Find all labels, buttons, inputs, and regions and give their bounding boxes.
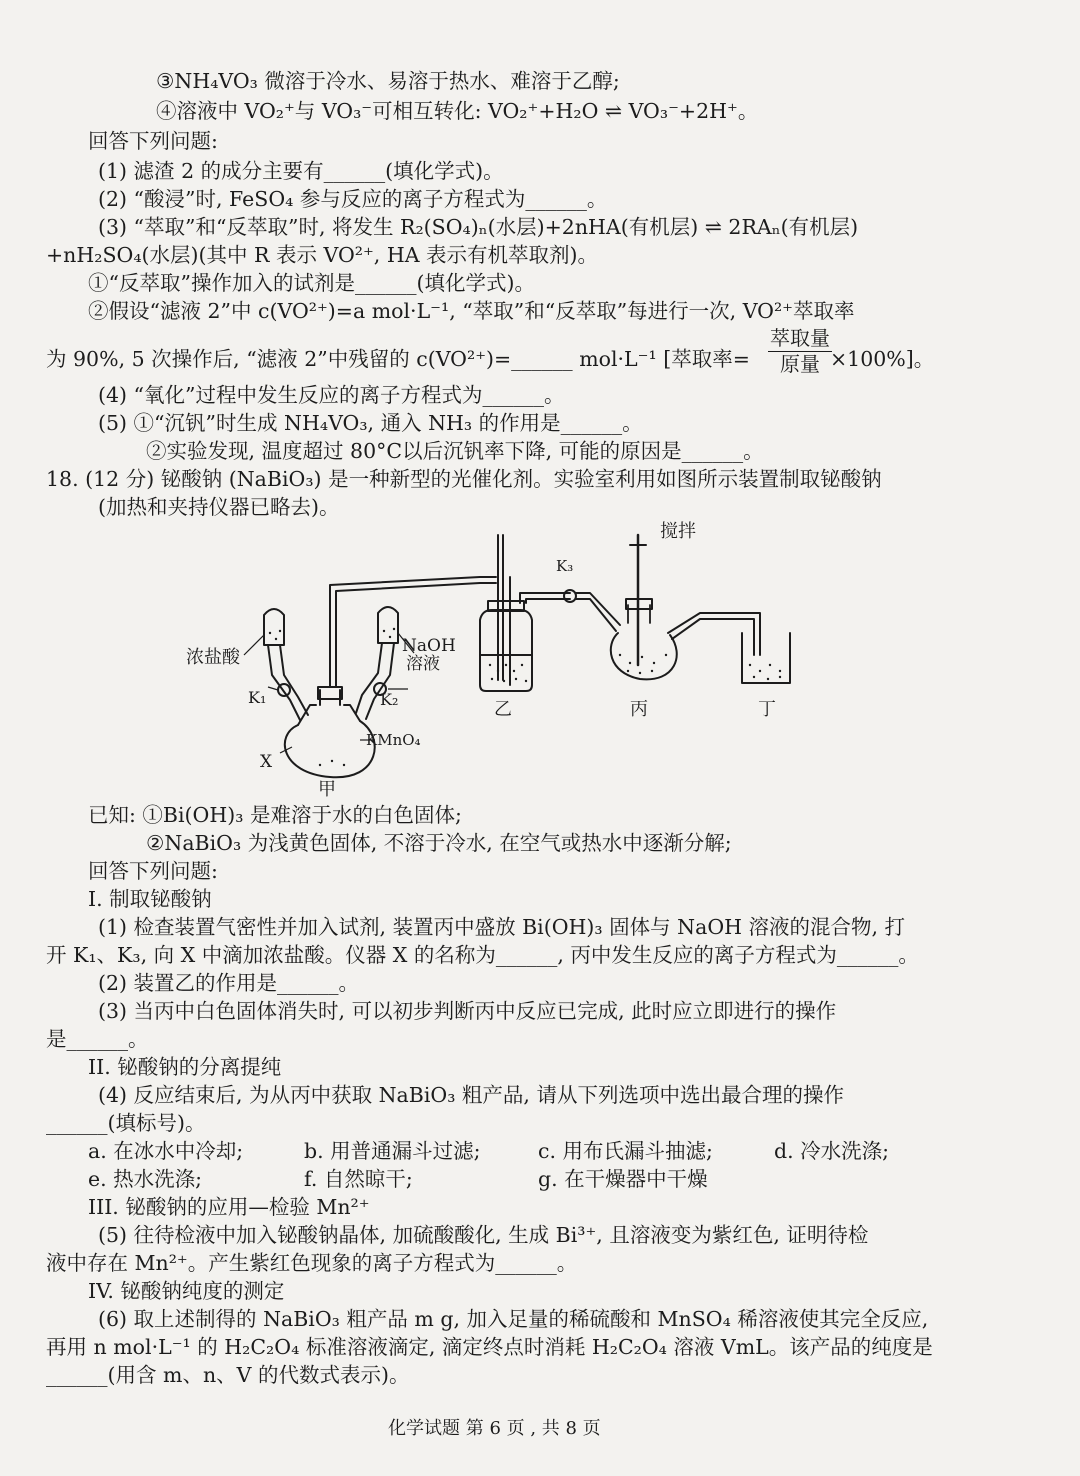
option-b: b. 用普通漏斗过滤;: [304, 1139, 481, 1163]
option-g: g. 在干燥器中干燥: [538, 1167, 708, 1191]
q18-4-cont: ______(填标号)。: [46, 1111, 206, 1135]
q17-4: (4) “氧化”过程中发生反应的离子方程式为______。: [98, 383, 565, 407]
option-c: c. 用布氏漏斗抽滤;: [538, 1139, 713, 1163]
q17-3-2-tail: ×100%]。: [830, 347, 935, 371]
q18-5: (5) 往待检液中加入铋酸钠晶体, 加硫酸酸化, 生成 Bi³⁺, 且溶液变为紫红色, 证明待检: [98, 1223, 869, 1247]
q17-2: (2) “酸浸”时, FeSO₄ 参与反应的离子方程式为______。: [98, 187, 608, 211]
page-footer: 化学试题 第 6 页 , 共 8 页: [388, 1418, 601, 1439]
fraction-numerator: 萃取量: [770, 326, 830, 350]
q18-6-cont: 再用 n mol·L⁻¹ 的 H₂C₂O₄ 标准溶液滴定, 滴定终点时消耗 H₂C₂O₄ 溶液 VmL。该产品的纯度是: [46, 1335, 933, 1359]
apparatus-diagram: [180, 515, 820, 800]
label-k2: K₂: [380, 690, 399, 709]
option-a: a. 在冰水中冷却;: [88, 1139, 244, 1163]
known-3: ③NH₄VO₃ 微溶于冷水、易溶于热水、难溶于乙醇;: [156, 69, 620, 93]
label-k3: K₃: [556, 557, 574, 575]
option-f: f. 自然晾干;: [304, 1167, 413, 1191]
q18-1: (1) 检查装置气密性并加入试剂, 装置丙中盛放 Bi(OH)₃ 固体与 NaOH 溶液的混合物, 打: [98, 915, 906, 939]
answer-prompt-2: 回答下列问题:: [88, 859, 218, 883]
q17-5-2: ②实验发现, 温度超过 80°C以后沉钒率下降, 可能的原因是______。: [146, 439, 764, 463]
section-iv: IV. 铋酸钠纯度的测定: [88, 1279, 285, 1303]
extraction-rate-fraction: [768, 326, 832, 376]
label-bing: 丙: [630, 699, 648, 720]
section-iii: III. 铋酸钠的应用—检验 Mn²⁺: [88, 1195, 370, 1219]
q17-3-1: ①“反萃取”操作加入的试剂是______(填化学式)。: [88, 271, 535, 295]
label-ding: 丁: [758, 699, 776, 720]
label-conc-hcl: 浓盐酸: [186, 647, 240, 668]
q17-1: (1) 滤渣 2 的成分主要有______(填化学式)。: [98, 159, 504, 183]
label-jia: 甲: [318, 779, 336, 800]
label-stir: 搅拌: [660, 521, 696, 542]
option-e: e. 热水洗涤;: [88, 1167, 203, 1191]
q18-1-cont: 开 K₁、K₃, 向 X 中滴加浓盐酸。仪器 X 的名称为______, 丙中发生反应的离子方程式为______。: [46, 943, 919, 967]
fraction-denominator: 原量: [780, 352, 820, 376]
label-k1: K₁: [248, 688, 267, 707]
answer-prompt-1: 回答下列问题:: [88, 129, 218, 153]
label-naoh-solution: 溶液: [406, 654, 440, 674]
section-i: I. 制取铋酸钠: [88, 887, 212, 911]
q18-3: (3) 当丙中白色固体消失时, 可以初步判断丙中反应已完成, 此时应立即进行的操作: [98, 999, 837, 1023]
option-d: d. 冷水洗涤;: [774, 1139, 890, 1163]
q18-5-cont: 液中存在 Mn²⁺。产生紫红色现象的离子方程式为______。: [46, 1251, 578, 1275]
known-q18-1: 已知: ①Bi(OH)₃ 是难溶于水的白色固体;: [88, 803, 462, 827]
q17-3-cont: +nH₂SO₄(水层)(其中 R 表示 VO²⁺, HA 表示有机萃取剂)。: [46, 243, 599, 267]
q17-3-2-cont: 为 90%, 5 次操作后, “滤液 2”中残留的 c(VO²⁺)=______ mol·L⁻¹ [萃取率=: [46, 347, 750, 371]
label-naoh: NaOH: [402, 636, 456, 656]
q17-3-2: ②假设“滤液 2”中 c(VO²⁺)=a mol·L⁻¹, “萃取”和“反萃取”每进行一次, VO²⁺萃取率: [88, 299, 855, 323]
label-kmno4: KMnO₄: [366, 731, 421, 749]
q18-intro-cont: (加热和夹持仪器已略去)。: [98, 495, 340, 519]
q18-4: (4) 反应结束后, 为从丙中获取 NaBiO₃ 粗产品, 请从下列选项中选出最合理的操作: [98, 1083, 844, 1107]
q18-6-cont2: ______(用含 m、n、V 的代数式表示)。: [46, 1363, 410, 1387]
q17-3: (3) “萃取”和“反萃取”时, 将发生 R₂(SO₄)ₙ(水层)+2nHA(有机层) ⇌ 2RAₙ(有机层): [98, 215, 859, 239]
section-ii: II. 铋酸钠的分离提纯: [88, 1055, 282, 1079]
q18-intro: 18. (12 分) 铋酸钠 (NaBiO₃) 是一种新型的光催化剂。实验室利用如图所示装置制取铋酸钠: [46, 467, 882, 491]
q17-5-1: (5) ①“沉钒”时生成 NH₄VO₃, 通入 NH₃ 的作用是______。: [98, 411, 643, 435]
q18-3-cont: 是______。: [46, 1027, 149, 1051]
label-yi: 乙: [494, 699, 512, 720]
label-x: X: [260, 752, 273, 772]
q18-2: (2) 装置乙的作用是______。: [98, 971, 360, 995]
known-4: ④溶液中 VO₂⁺与 VO₃⁻可相互转化: VO₂⁺+H₂O ⇌ VO₃⁻+2H⁺。: [156, 99, 759, 123]
known-q18-2: ②NaBiO₃ 为浅黄色固体, 不溶于冷水, 在空气或热水中逐渐分解;: [146, 831, 732, 855]
q18-6: (6) 取上述制得的 NaBiO₃ 粗产品 m g, 加入足量的稀硫酸和 MnSO₄ 稀溶液使其完全反应,: [98, 1307, 929, 1331]
